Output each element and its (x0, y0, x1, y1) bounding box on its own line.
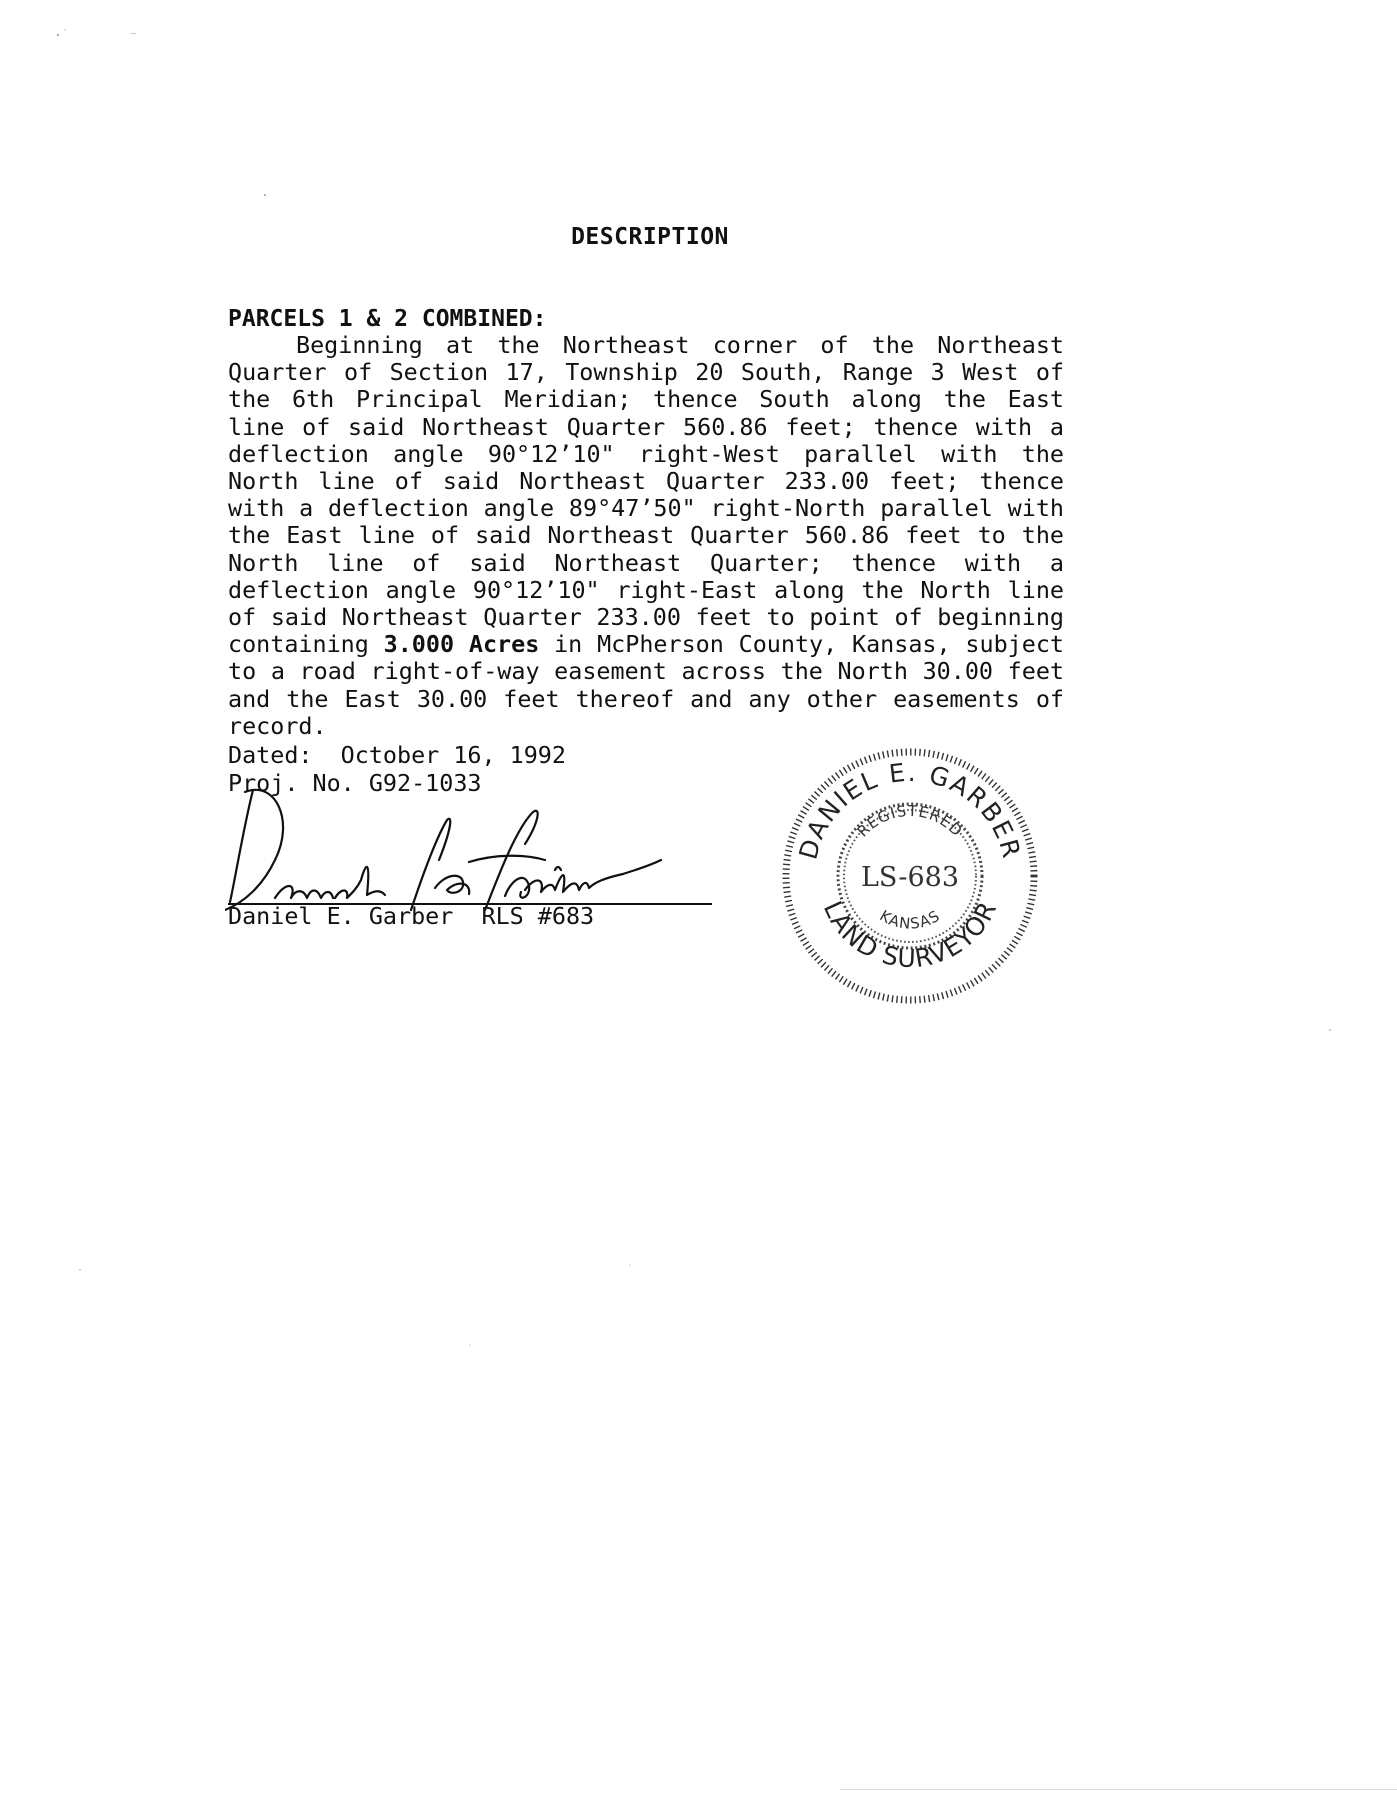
seal-registered-text: REGISTERED (853, 801, 967, 841)
surveyor-seal (778, 744, 1042, 1008)
legal-description (228, 332, 1064, 740)
seal-outer-text: DANIEL E. GARBER (793, 757, 1027, 863)
svg-text:KANSAS (877, 907, 944, 933)
parcel-heading: PARCELS 1 & 2 COMBINED: (228, 306, 547, 332)
seal-bottom-text: LAND SURVEYOR (817, 896, 1003, 974)
signer-name: Daniel E. Garber RLS #683 (228, 902, 595, 930)
dated-line: Dated: October 16, 1992 (228, 741, 566, 769)
seal-number: LS-683 (860, 862, 960, 893)
svg-text:LAND SURVEYOR (818, 897, 1003, 974)
document-title: DESCRIPTION (571, 224, 729, 250)
svg-text:REGISTERED (854, 802, 967, 841)
acreage: 3.000 Acres (383, 630, 540, 659)
seal-state-text: KANSAS (876, 906, 944, 933)
description-text-part-1: Beginning at the Northeast corner of the Northeast Quarter of Section 17, Township 20 South, Range 3 West of the 6th Principal Meridian; thence South along the East line of said Northeast Quarter 560.86 feet; thence with a deflection angle 90°12’10" right-West parallel with the North line of said Northeast Quarter 233.00 feet; thence with a deflection angle 89°47’50" right-North parallel with the East line of said Northeast Quarter 560.86 feet to the North line of said Northeast Quarter; thence with a deflection angle 90°12’10" right-East along the North line of said Northeast Quarter 233.00 feet to point of beginning containing (228, 331, 1064, 659)
description-text-part-2: in McPherson County, Kansas, subject to a road right-of-way easement across the North 30.00 feet and the East 30.00 feet thereof and any other easements of record. (228, 630, 1064, 740)
project-number-line: Proj. No. G92-1033 (228, 768, 482, 797)
